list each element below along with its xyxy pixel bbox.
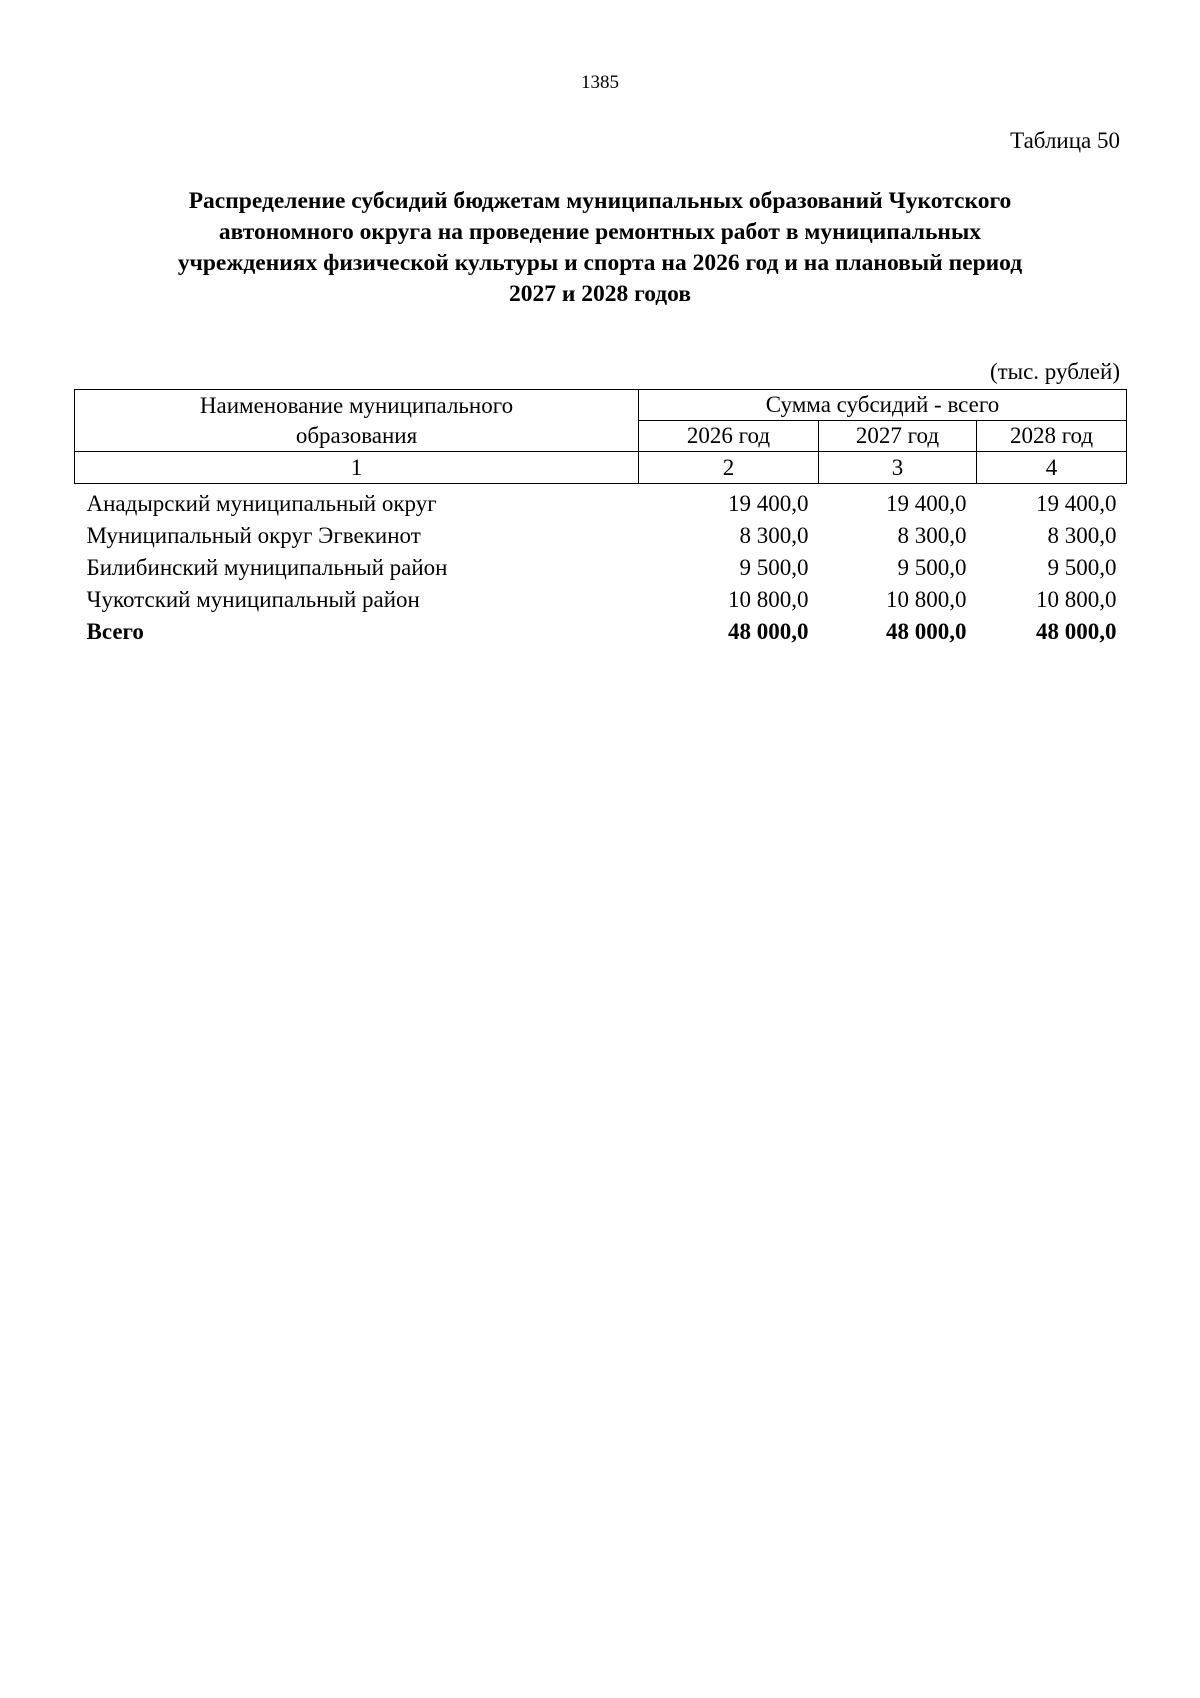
total-row <box>75 616 1127 648</box>
row-value-2028: 19 400,0 <box>1036 491 1117 516</box>
row-value-2027: 19 400,0 <box>886 491 967 516</box>
header-name-line2: образования <box>295 422 418 448</box>
column-number: 2 <box>639 452 819 484</box>
table-label: Таблица 50 <box>1010 128 1120 153</box>
units-note: (тыс. рублей) <box>989 359 1120 384</box>
column-number: 4 <box>977 452 1127 484</box>
row-name: Чукотский муниципальный район <box>86 587 420 612</box>
title-line: Распределение субсидий бюджетам муниципальных образований Чукотского <box>188 188 1012 214</box>
row-value-2028: 10 800,0 <box>1036 587 1117 612</box>
table-row <box>75 484 1127 521</box>
subsidy-table <box>74 389 1127 648</box>
row-name: Анадырский муниципальный округ <box>86 491 437 516</box>
title-line: учреждениях физической культуры и спорта на 2026 год и на плановый период <box>177 250 1023 276</box>
header-name <box>75 390 639 452</box>
column-number: 3 <box>819 452 977 484</box>
row-value-2027: 8 300,0 <box>897 523 967 548</box>
table-row <box>75 584 1127 616</box>
row-value-2027: 9 500,0 <box>897 555 967 580</box>
row-value-2028: 9 500,0 <box>1047 555 1117 580</box>
total-value-2028: 48 000,0 <box>1036 619 1117 644</box>
row-name: Билибинский муниципальный район <box>86 555 448 580</box>
row-name: Муниципальный округ Эгвекинот <box>86 523 421 548</box>
title-line: автономного округа на проведение ремонтных работ в муниципальных <box>218 219 982 245</box>
row-value-2027: 10 800,0 <box>886 587 967 612</box>
table-row <box>75 552 1127 584</box>
header-year-2026: 2026 год <box>639 421 819 452</box>
header-year-2027: 2027 год <box>819 421 977 452</box>
header-name-line1: Наименование муниципального <box>199 392 514 418</box>
page-number: 1385 <box>581 72 619 93</box>
row-value-2026: 19 400,0 <box>728 491 809 516</box>
total-value-2026: 48 000,0 <box>728 619 809 644</box>
document-title <box>80 186 1120 310</box>
column-number: 1 <box>75 452 639 484</box>
row-value-2026: 8 300,0 <box>739 523 809 548</box>
title-line: 2027 и 2028 годов <box>508 281 692 307</box>
header-sum: Сумма субсидий - всего <box>639 390 1127 421</box>
header-year-2028: 2028 год <box>977 421 1127 452</box>
table-row <box>75 520 1127 552</box>
total-label: Всего <box>86 619 144 644</box>
row-value-2026: 9 500,0 <box>739 555 809 580</box>
row-value-2026: 10 800,0 <box>728 587 809 612</box>
row-value-2028: 8 300,0 <box>1047 523 1117 548</box>
total-value-2027: 48 000,0 <box>886 619 967 644</box>
